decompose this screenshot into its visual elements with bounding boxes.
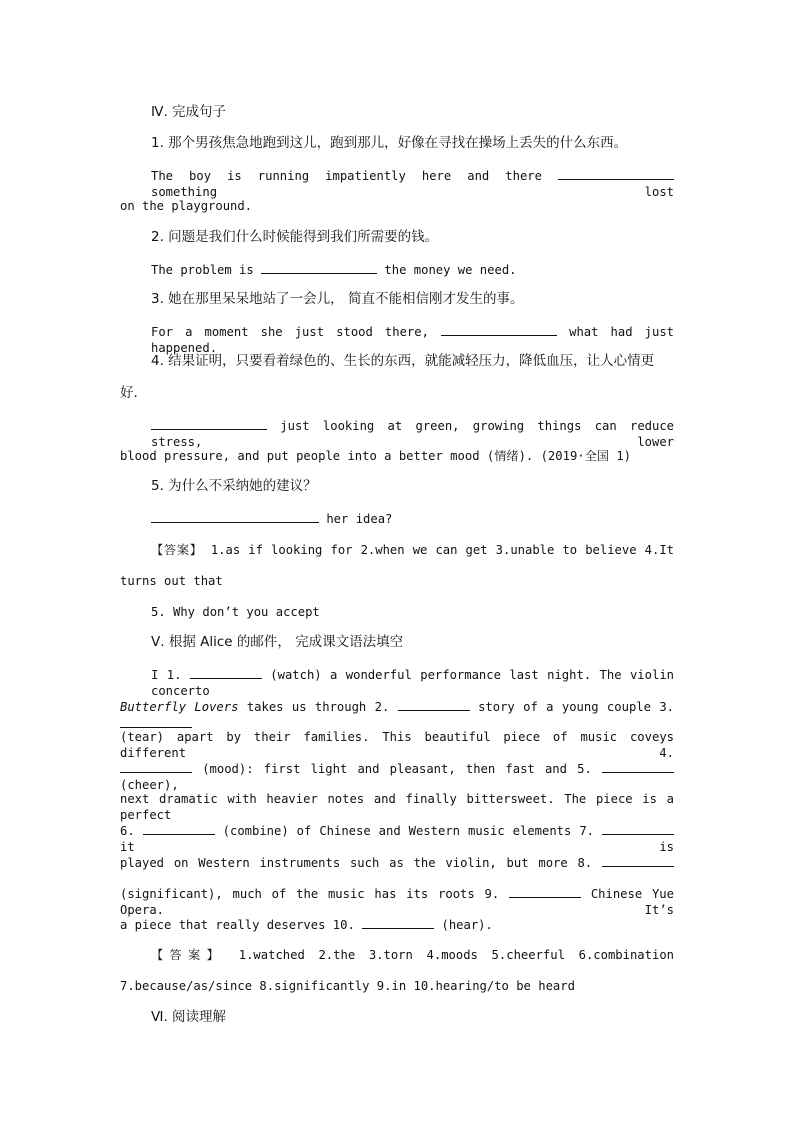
question-2-english: The problem is the money we need. bbox=[151, 263, 517, 277]
answer-blank[interactable] bbox=[120, 715, 192, 728]
answer-blank[interactable] bbox=[362, 916, 434, 929]
section-4-answer-cont: turns out that bbox=[120, 574, 223, 588]
question-1-english: The boy is running impatiently here and there something lost bbox=[151, 169, 674, 199]
section-4-heading: Ⅳ. 完成句子 bbox=[151, 104, 227, 120]
passage-line-4: (mood): first light and pleasant, then fast and 5. (cheer), bbox=[120, 760, 674, 793]
question-3-chinese: 3. 她在那里呆呆地站了一会儿， 简直不能相信刚才发生的事。 bbox=[151, 291, 524, 307]
passage-line-6: 6. (combine) of Chinese and Western music elements 7. it is bbox=[120, 824, 674, 854]
question-4-english: just looking at green, growing things can reduce stress, lower bbox=[151, 419, 674, 449]
answer-blank[interactable] bbox=[398, 698, 470, 711]
question-2-chinese: 2. 问题是我们什么时候能得到我们所需要的钱。 bbox=[151, 229, 439, 245]
question-4-english-cont: blood pressure, and put people into a better mood (情绪). (2019·全国 1) bbox=[120, 449, 632, 463]
passage-line-8: (significant), much of the music has its roots 9. Chinese Yue Opera. It’s bbox=[120, 887, 674, 917]
question-4-chinese-cont: 好. bbox=[120, 385, 138, 401]
answer-blank[interactable] bbox=[602, 854, 674, 867]
answer-blank[interactable] bbox=[602, 760, 674, 773]
section-4-answer-cont-2: 5. Why don’t you accept bbox=[151, 605, 320, 619]
answer-blank[interactable] bbox=[190, 666, 262, 679]
section-6-heading: Ⅵ. 阅读理解 bbox=[151, 1009, 227, 1025]
passage-line-1: I 1. (watch) a wonderful performance last night. The violin concerto bbox=[151, 668, 674, 698]
question-3-english: For a moment she just stood there, what had just happened. bbox=[151, 325, 674, 355]
answer-blank[interactable] bbox=[602, 822, 674, 835]
answer-blank[interactable] bbox=[261, 261, 377, 274]
question-1-chinese: 1. 那个男孩焦急地跑到这儿，跑到那儿，好像在寻找在操场上丢失的什么东西。 bbox=[151, 135, 628, 151]
section-4-answer: 【答案】 1.as if looking for 2.when we can get 3.unable to believe 4.It bbox=[151, 543, 674, 557]
answer-blank[interactable] bbox=[151, 510, 319, 523]
question-5-chinese: 5. 为什么不采纳她的建议？ bbox=[151, 478, 317, 494]
answer-blank[interactable] bbox=[558, 167, 674, 180]
question-5-english: her idea? bbox=[151, 510, 674, 527]
answer-blank[interactable] bbox=[143, 822, 215, 835]
answer-blank[interactable] bbox=[151, 417, 267, 430]
passage-line-3: (tear) apart by their families. This beautiful piece of music coveys different 4. bbox=[120, 730, 674, 760]
passage-line-5: next dramatic with heavier notes and finally bittersweet. The piece is a perfect bbox=[120, 792, 674, 822]
passage-line-2: Butterfly Lovers takes us through 2. story of a young couple 3. bbox=[120, 698, 674, 732]
section-5-answer: 【答案】 1.watched 2.the 3.torn 4.moods 5.cheerful 6.combination bbox=[151, 948, 674, 962]
passage-line-9: a piece that really deserves 10. (hear). bbox=[120, 918, 493, 932]
question-4-chinese: 4. 结果证明，只要看着绿色的、生长的东西，就能减轻压力，降低血压，让人心情更 bbox=[151, 353, 655, 369]
answer-blank[interactable] bbox=[120, 760, 192, 773]
section-5-answer-cont: 7.because/as/since 8.significantly 9.in 10.hearing/to be heard bbox=[120, 979, 575, 993]
answer-blank[interactable] bbox=[509, 885, 581, 898]
section-5-heading: Ⅴ. 根据 Alice 的邮件， 完成课文语法填空 bbox=[151, 634, 404, 650]
answer-blank[interactable] bbox=[441, 323, 557, 336]
passage-line-7: played on Western instruments such as the violin, but more 8. bbox=[120, 854, 674, 871]
question-1-english-cont: on the playground. bbox=[120, 199, 253, 213]
